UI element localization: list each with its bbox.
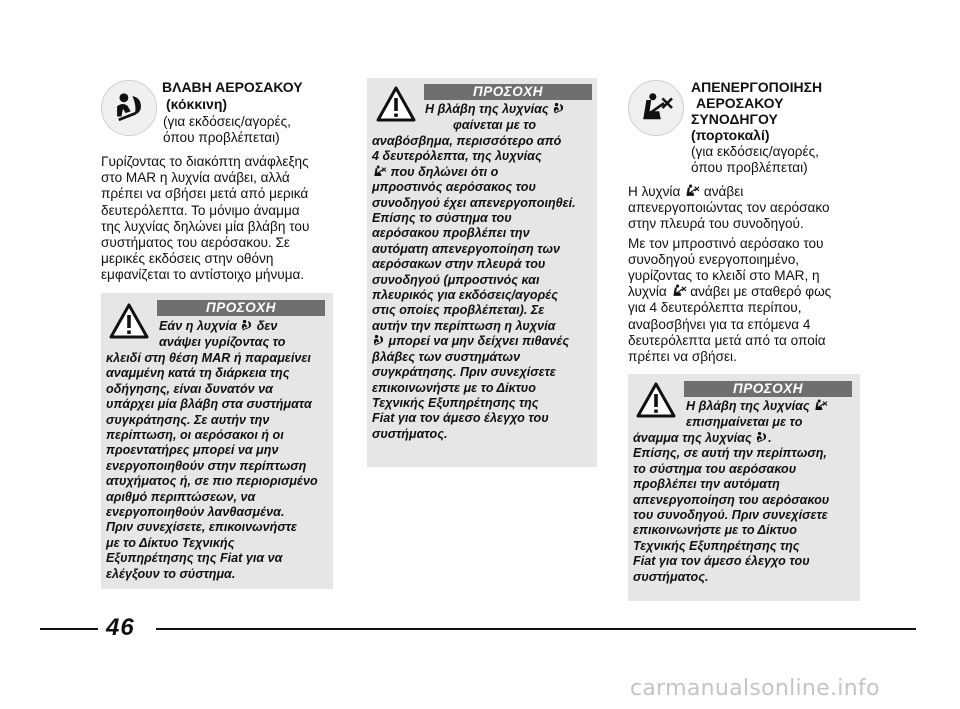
right-body-line: δευτερόλεπτα μετά από τα οποία — [628, 332, 826, 348]
text-part: λυχνία — [628, 284, 667, 300]
warning-line: αριθμό περιπτώσεων, να — [106, 489, 256, 504]
footer-rule-left — [40, 628, 98, 630]
warning-text-part: . — [768, 431, 772, 445]
warning-line — [686, 399, 828, 414]
left-body-line: εμφανίζεται το αντίστοιχο μήνυμα. — [101, 267, 305, 283]
warning-line: ατυχήματος ή, σε πιο περιορισμένο — [106, 474, 318, 489]
warning-triangle-icon — [636, 382, 676, 418]
warning-title: ΠΡΟΣΟΧΗ — [424, 84, 592, 100]
left-warning-box — [101, 293, 333, 589]
right-body-line — [628, 284, 868, 300]
warning-line: αναμμένη κατά τη διάρκεια της — [106, 366, 290, 381]
page-number: 46 — [106, 614, 135, 641]
airbag-fault-icon — [112, 91, 146, 125]
passenger-airbag-off-icon — [671, 284, 687, 298]
airbag-fault-icon — [240, 319, 253, 332]
warning-line: συγκράτησης. Πριν συνεχίσετε — [372, 365, 556, 380]
warning-lines — [372, 134, 596, 442]
warning-line: αερόσακων στην πλευρά του — [372, 257, 546, 272]
warning-line: πλευρικός για εκδόσεις/αγορές — [372, 288, 558, 303]
warning-text-part: Η βλάβη της λυχνίας — [425, 102, 549, 116]
right-body — [628, 184, 868, 365]
passenger-airbag-off-icon — [638, 92, 674, 124]
warning-line: Εξυπηρέτησης της Fiat για να — [106, 551, 283, 566]
airbag-off-badge — [628, 80, 684, 136]
warning-line: ενεργοποιηθούν στην περίπτωση — [106, 458, 307, 473]
right-body-line: γυρίζοντας το κλειδί στο MAR, η — [628, 268, 820, 284]
warning-line: αερόσακου προβλέπει την — [372, 226, 530, 241]
right-heading-2: ΑΕΡΟΣΑΚΟΥ — [696, 95, 784, 111]
right-heading-4: (πορτοκαλί) — [691, 127, 770, 143]
warning-line — [425, 102, 565, 117]
warning-line: με το Δίκτυο Τεχνικής — [106, 535, 235, 550]
warning-line: φαίνεται με το — [453, 118, 537, 132]
left-heading-2: (κόκκινη) — [166, 96, 228, 112]
text-part: ανάβει — [703, 184, 744, 199]
left-body — [101, 154, 341, 284]
right-body-line: πρέπει να σβήσει. — [628, 349, 737, 365]
warning-line: ελέγξουν το σύστημα. — [106, 566, 236, 581]
warning-line: αναβόσβημα, περισσότερο από — [372, 134, 562, 148]
passenger-airbag-off-icon — [813, 399, 828, 412]
warning-triangle-icon — [109, 303, 149, 339]
right-body-line: απενεργοποιώντας τον αερόσακο — [628, 200, 830, 216]
warning-line: του συνοδηγού. Πριν συνεχίσετε — [633, 508, 828, 523]
right-heading-3: ΣΥΝΟΔΗΓΟΥ — [691, 111, 778, 127]
warning-title: ΠΡΟΣΟΧΗ — [157, 300, 325, 316]
warning-line — [372, 165, 596, 180]
warning-text-part: Η βλάβη της λυχνίας — [686, 399, 810, 413]
airbag-fault-badge — [101, 80, 157, 136]
passenger-airbag-off-icon — [684, 184, 700, 198]
left-body-line: μερικές εκδόσεις στην οθόνη — [101, 251, 274, 267]
warning-line: μπροστινός αερόσακος του — [372, 180, 536, 195]
warning-line: βλάβες των συστημάτων — [372, 349, 521, 364]
warning-line: κλειδί στη θέση MAR ή παραμείνει — [106, 351, 311, 365]
warning-line: Τεχνικής Εξυπηρέτησης της — [633, 538, 800, 553]
warning-line: Πριν συνεχίσετε, επικοινωνήστε — [106, 520, 297, 535]
warning-line — [372, 334, 596, 349]
right-body-line: για 4 δευτερόλεπτα περίπου, — [628, 300, 802, 316]
warning-line: επικοινωνήστε με το Δίκτυο — [633, 523, 797, 538]
warning-line: συνοδηγού έχει απενεργοποιηθεί. — [372, 195, 576, 210]
right-body-line — [628, 184, 868, 200]
text-part: ανάβει με σταθερό φως — [690, 284, 832, 300]
warning-line: Fiat για τον άμεσο έλεγχο του — [372, 411, 549, 426]
middle-warning-box — [367, 78, 597, 467]
watermark: carmanualsonline.info — [630, 676, 880, 701]
warning-line — [159, 319, 277, 334]
warning-line: προβλέπει την αυτόματη — [633, 477, 780, 492]
right-subtitle-1: (για εκδόσεις/αγορές, — [691, 144, 819, 159]
warning-line: επικοινωνήστε με το Δίκτυο — [372, 380, 536, 395]
left-body-line: πρέπει να σβήσει μετά από μερικά — [101, 186, 309, 202]
passenger-airbag-off-icon — [372, 165, 387, 178]
warning-line: συστήματος. — [372, 426, 448, 441]
left-subtitle-1: (για εκδόσεις/αγορές, — [163, 114, 291, 129]
airbag-fault-icon — [755, 431, 768, 444]
warning-lines — [633, 431, 859, 585]
warning-line: ενεργοποιηθούν λανθασμένα. — [106, 505, 285, 520]
warning-line: προεντατήρες μπορεί να μην — [106, 443, 279, 458]
footer-rule-right — [156, 628, 916, 630]
right-body-line: συνοδηγού ενεργοποιημένο, — [628, 251, 800, 267]
right-warning-box — [628, 374, 860, 601]
warning-text-part: δεν — [256, 319, 278, 333]
warning-line: συνοδηγού (μπροστινός και — [372, 272, 540, 287]
warning-line: αυτόματη απενεργοποίηση των — [372, 241, 561, 256]
warning-title: ΠΡΟΣΟΧΗ — [684, 381, 852, 397]
warning-line: συστήματος. — [633, 569, 709, 584]
left-body-line: στο MAR η λυχνία ανάβει, αλλά — [101, 170, 290, 186]
warning-line — [633, 431, 859, 446]
right-body-line: Με τον μπροστινό αερόσακο του — [628, 235, 824, 251]
left-body-line: Γυρίζοντας το διακόπτη ανάφλεξης — [101, 154, 309, 169]
warning-line: Επίσης το σύστημα του — [372, 211, 512, 226]
warning-line: Επίσης, σε αυτή την περίπτωση, — [633, 446, 827, 461]
warning-line: συγκράτησης. Σε αυτήν την — [106, 412, 270, 427]
right-subtitle-2: όπου προβλέπεται) — [691, 160, 808, 175]
warning-text-part: Εάν η λυχνία — [159, 319, 237, 333]
warning-text-part: που δηλώνει ότι ο — [390, 164, 499, 179]
warning-text-part: άναμμα της λυχνίας — [633, 431, 752, 445]
left-body-line: δευτερόλεπτα. Το μόνιμο άναμμα — [101, 202, 300, 218]
warning-line: περίπτωση, οι αερόσακοι ή οι — [106, 428, 284, 443]
warning-line: Τεχνικής Εξυπηρέτησης της — [372, 395, 539, 410]
right-body-line: στην πλευρά του συνοδηγού. — [628, 216, 804, 232]
right-body-line: αναβοσβήνει για τα επόμενα 4 — [628, 316, 811, 332]
left-body-line: συστήματος του αερόσακου. Σε — [101, 235, 290, 251]
airbag-fault-icon — [372, 334, 385, 347]
text-part: Η λυχνία — [628, 184, 681, 199]
warning-line: ανάψει γυρίζοντας το — [159, 335, 286, 349]
warning-line: υπάρχει μία βλάβη στα συστήματα — [106, 397, 312, 412]
warning-line: το σύστημα του αερόσακου — [633, 461, 797, 476]
left-subtitle-2: όπου προβλέπεται) — [163, 130, 280, 145]
left-body-line: της λυχνίας δηλώνει μία βλάβη του — [101, 218, 310, 234]
warning-line: οδήγησης, είναι δυνατόν να — [106, 381, 273, 396]
left-heading-1: ΒΛΑΒΗ ΑΕΡΟΣΑΚΟΥ — [162, 79, 303, 95]
right-heading-1: ΑΠΕΝΕΡΓΟΠΟΙΗΣΗ — [691, 79, 823, 95]
warning-lines — [106, 351, 332, 582]
warning-text-part: μπορεί να μην δείχνει πιθανές — [388, 334, 570, 349]
warning-line: απενεργοποίηση του αερόσακου — [633, 492, 830, 507]
warning-line: Fiat για τον άμεσο έλεγχο του — [633, 554, 810, 569]
warning-line: 4 δευτερόλεπτα, της λυχνίας — [372, 149, 542, 164]
warning-line: επισημαίνεται με το — [686, 415, 803, 429]
warning-triangle-icon — [376, 86, 416, 122]
warning-line: αυτήν την περίπτωση η λυχνία — [372, 318, 556, 333]
warning-line: στις οποίες προβλέπεται). Σε — [372, 303, 545, 318]
airbag-fault-icon — [552, 102, 565, 115]
